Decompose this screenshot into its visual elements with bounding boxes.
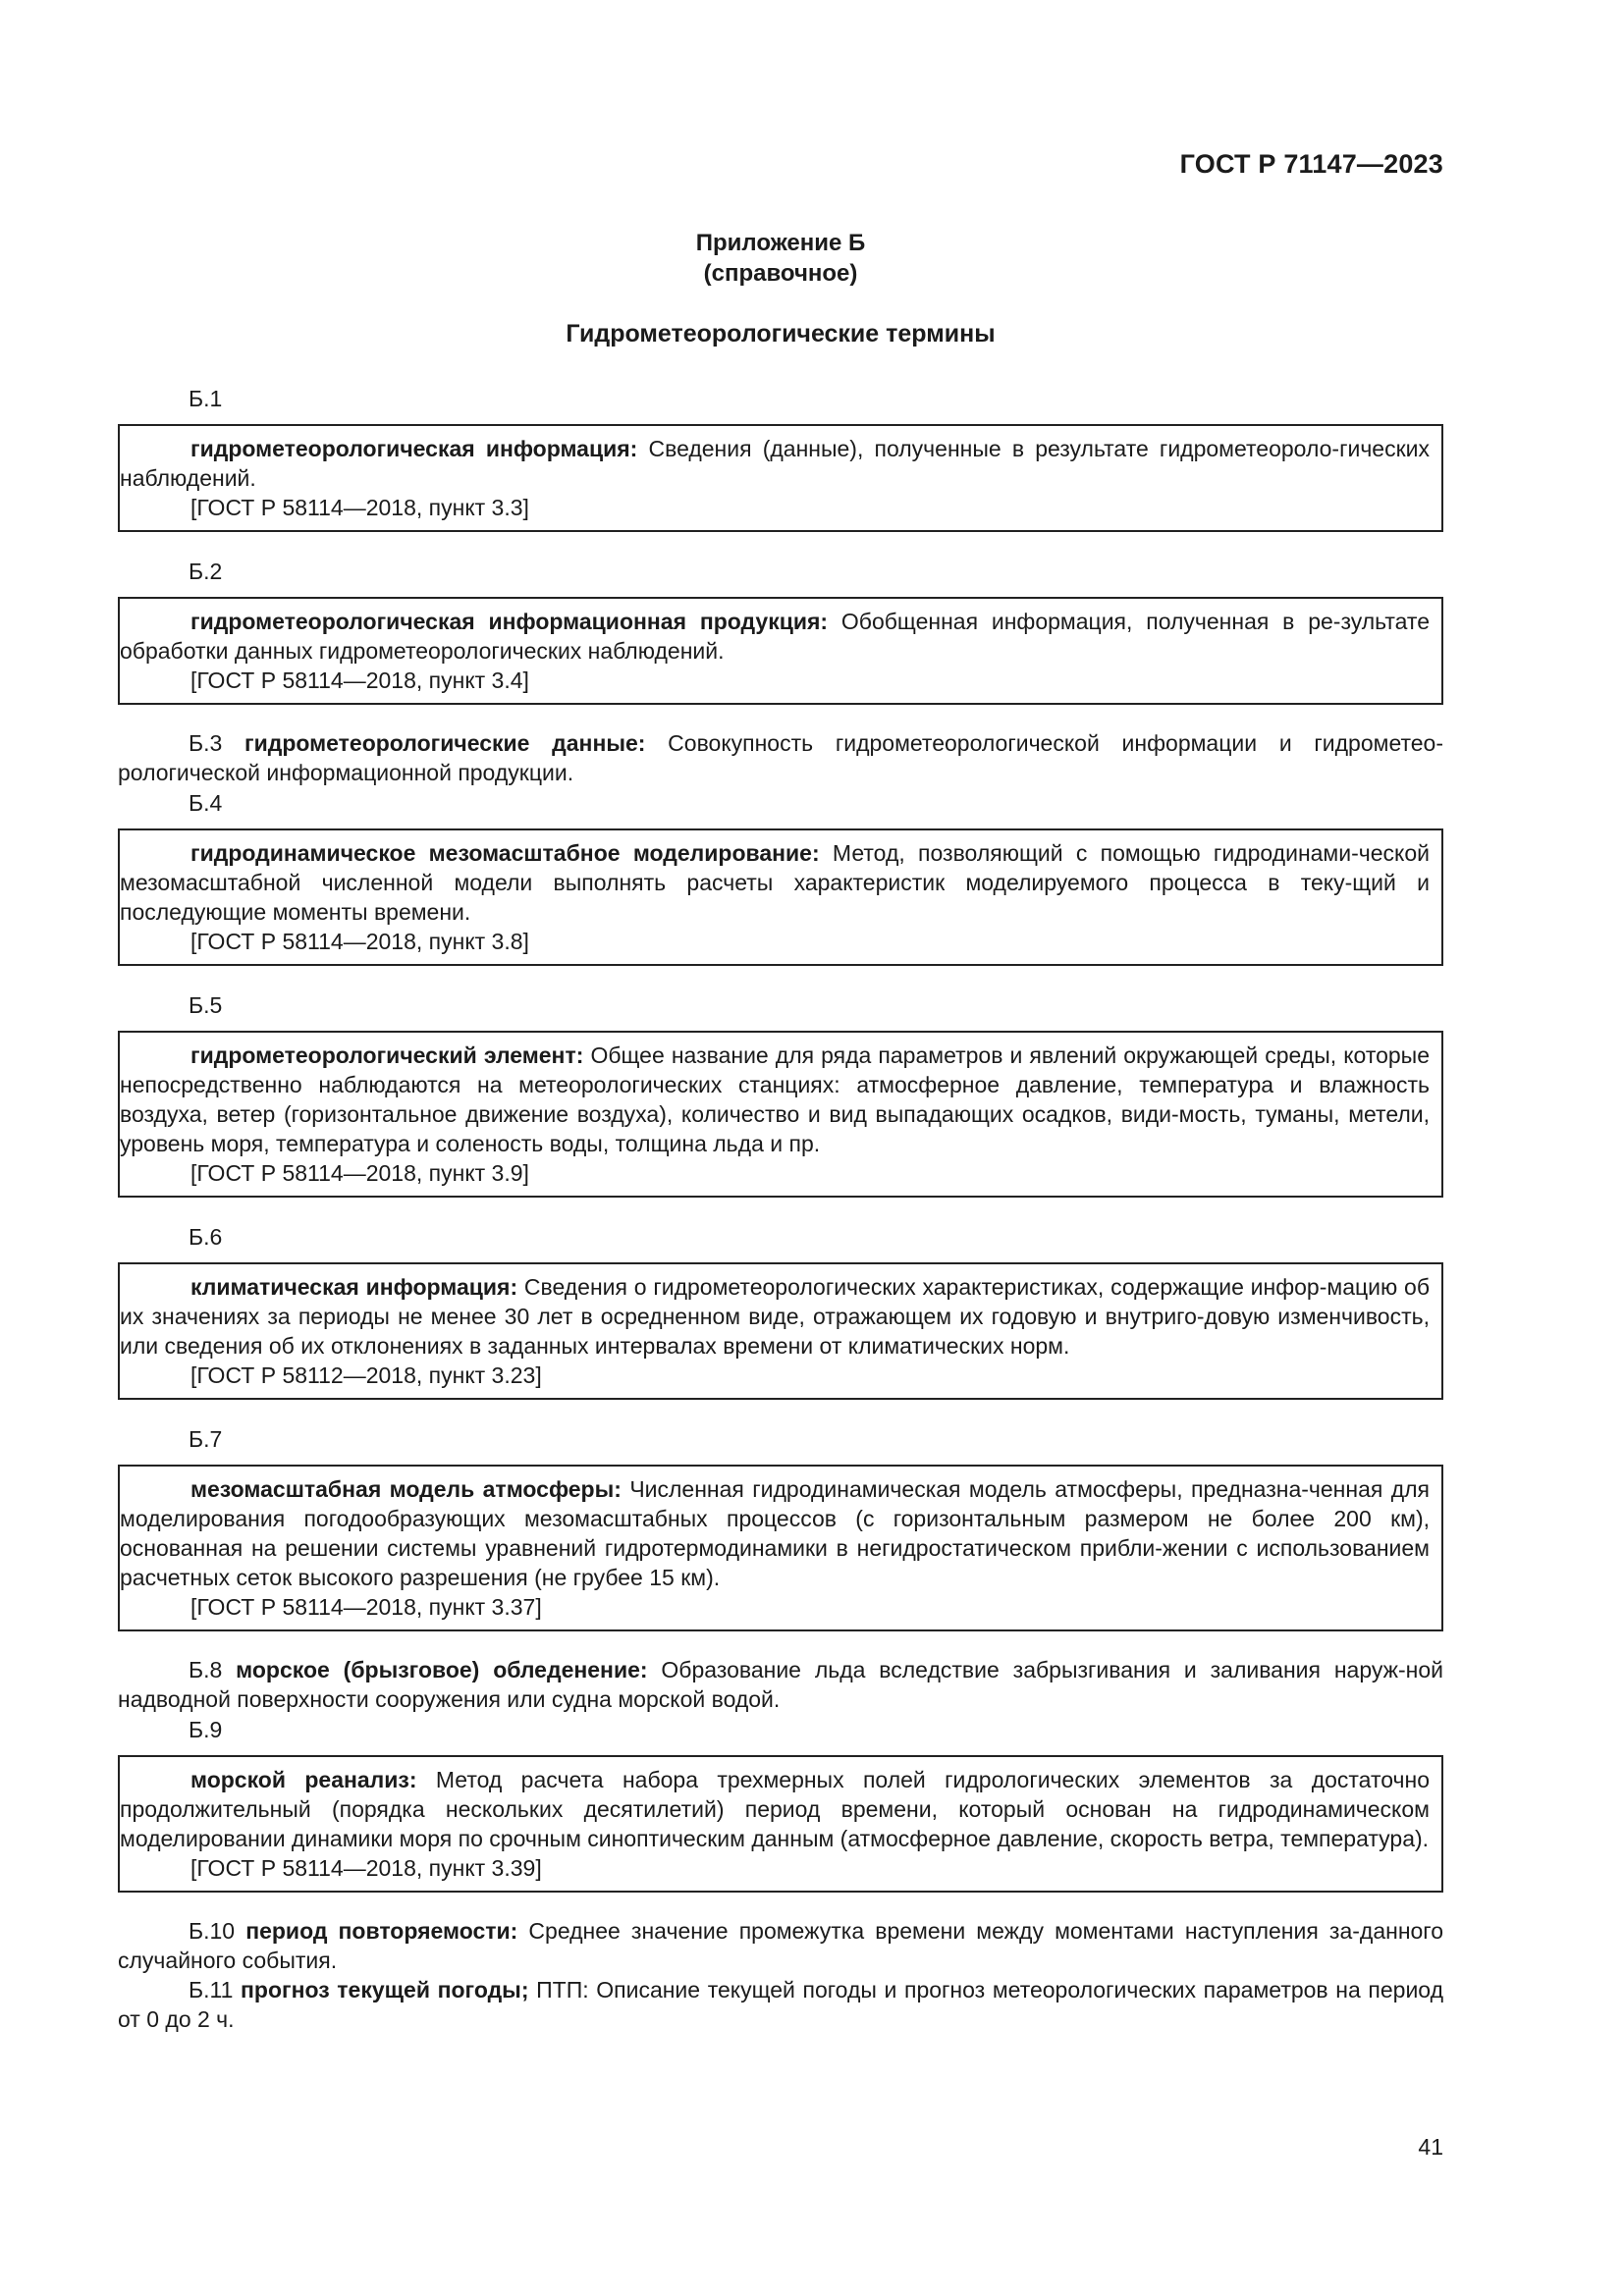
entry-number: Б.6 [189, 1224, 223, 1250]
term-definition [120, 1765, 1430, 1853]
entry-number: Б.8 [189, 1657, 223, 1682]
definition-text: Общее название для ряда параметров и явлений окружающей среды, которые непосредственно наблюдаются на метеорологических станциях: атмосферное давление, температура и влажность воздуха, ветер (горизонтальное движение воздуха), количество и вид выпадающих осадков, види-мость, туманы, метели, уровень моря, температура и соленость воды, толщина льда и пр. [120, 1042, 1430, 1156]
term-source: [ГОСТ Р 58114—2018, пункт 3.3] [190, 495, 529, 520]
term-box-b6 [118, 1262, 1443, 1400]
standard-code: ГОСТ Р 71147—2023 [1179, 149, 1443, 179]
entry-number: Б.4 [189, 790, 223, 816]
term-definition [120, 838, 1430, 927]
term-source: [ГОСТ Р 58112—2018, пункт 3.23] [190, 1362, 542, 1388]
document-page [118, 0, 1443, 2296]
term-paragraph-b10 [118, 1916, 1443, 1975]
definition-text: Образование льда вследствие забрызгивания и заливания наруж-ной надводной поверхности сооружения или судна морской водой. [118, 1657, 1444, 1712]
term-name: гидрометеорологическая информационная продукция: [190, 609, 829, 634]
term-name: мезомасштабная модель атмосферы: [190, 1476, 622, 1502]
term-definition [120, 607, 1430, 666]
entry-number: Б.5 [189, 992, 223, 1018]
entry-number: Б.9 [189, 1717, 223, 1742]
annex-type: (справочное) [703, 260, 858, 287]
term-definition [120, 1041, 1430, 1158]
term-name: морское (брызговое) обледенение: [236, 1657, 648, 1682]
entry-number: Б.11 [189, 1977, 234, 2002]
term-name: гидрометеорологический элемент: [190, 1042, 584, 1068]
definition-text: Обобщенная информация, полученная в ре-зультате обработки данных гидрометеорологических наблюдений. [120, 609, 1430, 664]
terms-list [118, 383, 1443, 2034]
term-box-b5 [118, 1031, 1443, 1198]
term-definition [120, 1272, 1430, 1361]
definition-text: Метод расчета набора трехмерных полей гидрологических элементов за достаточно продолжительный (порядка нескольких десятилетий) период времени, который основан на гидродинамическом моделировании динамики моря по срочным синоптическим данным (атмосферное давление, скорость ветра, температура). [120, 1767, 1431, 1851]
term-source: [ГОСТ Р 58114—2018, пункт 3.4] [190, 667, 529, 693]
definition-text: Сведения о гидрометеорологических характеристиках, содержащие инфор-мацию об их значениях за периоды не менее 30 лет в осредненном виде, отражающем их годовую и внутриго-довую изменчивость, или сведения об их отклонениях в заданных интервалах времени от климатических норм. [120, 1274, 1431, 1359]
term-name: климатическая информация: [190, 1274, 518, 1300]
term-source: [ГОСТ Р 58114—2018, пункт 3.39] [190, 1855, 542, 1881]
entry-number: Б.7 [189, 1426, 223, 1452]
term-source: [ГОСТ Р 58114—2018, пункт 3.9] [190, 1160, 529, 1186]
term-name: прогноз текущей погоды; [241, 1977, 529, 2002]
annex-heading [118, 228, 1443, 289]
term-paragraph-b3 [118, 728, 1443, 787]
annex-title: Приложение Б [695, 230, 866, 256]
term-definition [120, 1474, 1430, 1592]
entry-number: Б.2 [189, 559, 223, 584]
entry-number: Б.3 [189, 730, 223, 756]
term-box-b4 [118, 828, 1443, 966]
definition-text: Численная гидродинамическая модель атмосферы, предназна-ченная для моделирования погодообразующих мезомасштабных процессов (с горизонтальным размером не более 200 км), основанная на решении системы уравнений гидротермодинамики в негидростатическом прибли-жении с использованием расчетных сеток высокого разрешения (не грубее 15 км). [120, 1476, 1431, 1590]
term-name: гидрометеорологические данные: [244, 730, 646, 756]
entry-number: Б.10 [189, 1918, 236, 1944]
term-box-b2 [118, 597, 1443, 705]
page-number: 41 [1418, 2134, 1443, 2160]
term-paragraph-b11 [118, 1975, 1443, 2034]
definition-text: Метод, позволяющий с помощью гидродинами-ческой мезомасштабной численной модели выполнять расчеты характеристик моделируемого процесса в теку-щий и последующие моменты времени. [120, 840, 1430, 925]
definition-text: Среднее значение промежутка времени между моментами наступления за-данного случайного события. [118, 1918, 1443, 1973]
term-definition [120, 434, 1430, 493]
term-paragraph-b8 [118, 1655, 1443, 1714]
definition-text: Совокупность гидрометеорологической информации и гидрометео-рологической информационной продукции. [118, 730, 1444, 785]
entry-number: Б.1 [189, 386, 223, 411]
term-name: гидрометеорологическая информация: [190, 436, 638, 461]
term-box-b7 [118, 1465, 1443, 1631]
definition-text: ПТП: Описание текущей погоды и прогноз метеорологических параметров на период от 0 до 2 ч. [118, 1977, 1444, 2032]
section-title: Гидрометеорологические термины [566, 320, 996, 347]
term-box-b1 [118, 424, 1443, 532]
term-source: [ГОСТ Р 58114—2018, пункт 3.8] [190, 929, 529, 954]
term-name: гидродинамическое мезомасштабное моделирование: [190, 840, 820, 866]
definition-text: Сведения (данные), полученные в результате гидрометеороло-гических наблюдений. [120, 436, 1431, 491]
term-source: [ГОСТ Р 58114—2018, пункт 3.37] [190, 1594, 542, 1620]
term-name: период повторяемости: [245, 1918, 518, 1944]
term-name: морской реанализ: [190, 1767, 417, 1792]
term-box-b9 [118, 1755, 1443, 1893]
